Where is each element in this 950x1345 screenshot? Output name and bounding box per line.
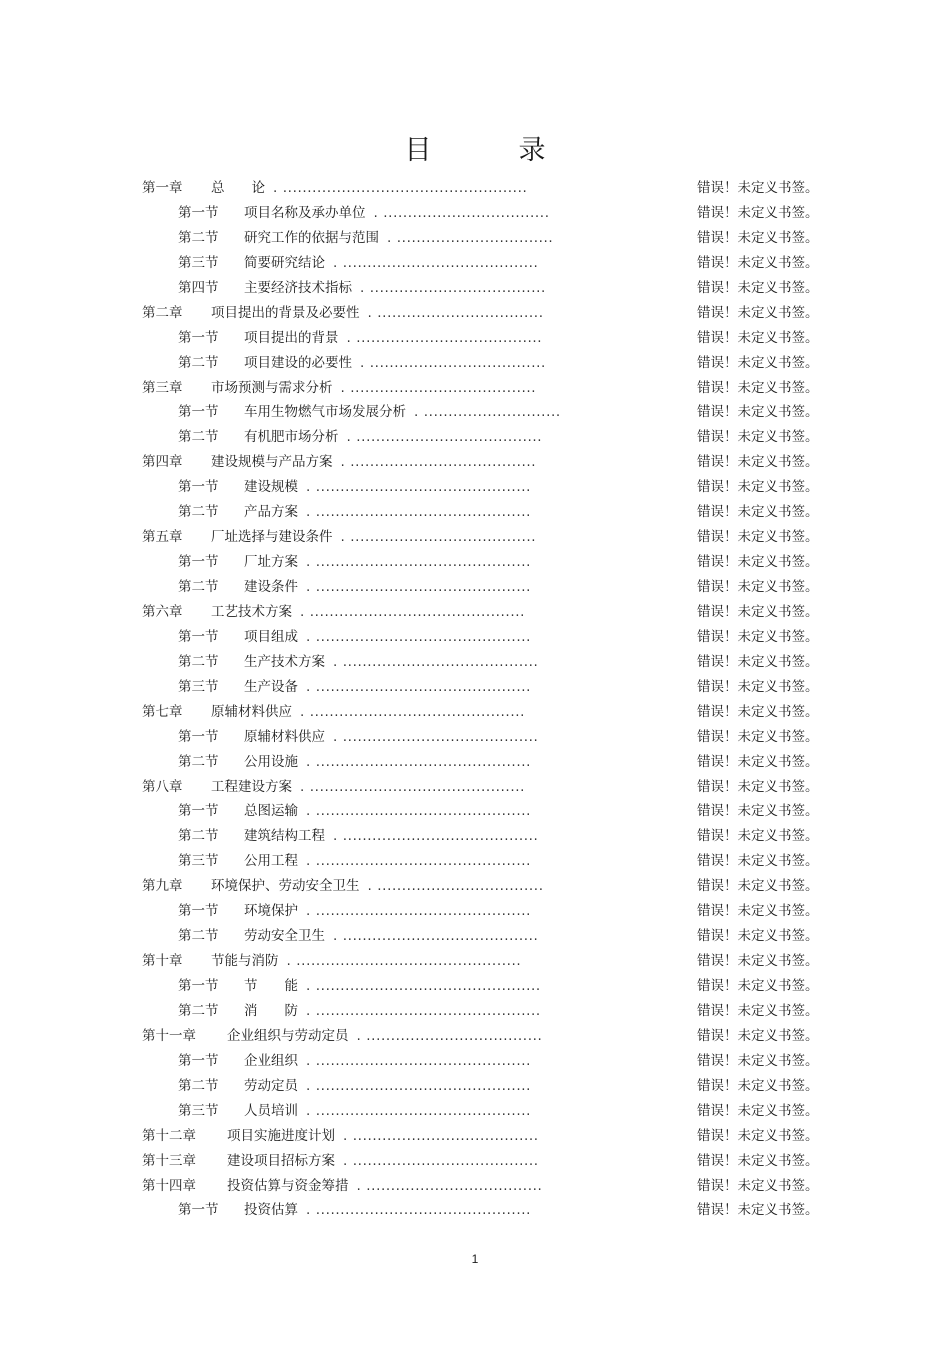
toc-entry-title: 工程建设方案 (211, 778, 292, 795)
toc-section-row[interactable] (0, 924, 950, 949)
toc-leader-dots: . ...................................... (340, 379, 537, 396)
toc-entry-title: 建筑结构工程 (244, 828, 325, 845)
toc-leader-dots: . .................................. (367, 304, 544, 321)
toc-entry-title: 投资估算 (244, 1202, 298, 1219)
toc-entry-number: 第三节 (178, 1102, 219, 1119)
toc-chapter-row[interactable] (0, 450, 950, 475)
toc-page-reference-error: 错误！未定义书签。 (697, 379, 819, 396)
toc-section-row[interactable] (0, 849, 950, 874)
toc-leader-dots: . ............................................ (306, 579, 531, 595)
toc-chapter-row[interactable] (0, 600, 950, 625)
toc-entry-title: 节 能 (244, 978, 298, 994)
toc-section-row[interactable] (0, 625, 950, 650)
toc-entry-title: 生产技术方案 (244, 653, 325, 670)
toc-entry-number: 第十一章 (142, 1027, 196, 1044)
toc-entry-number: 第一节 (178, 204, 219, 221)
toc-section-row[interactable] (0, 750, 950, 775)
toc-entry-title: 劳动安全卫生 (244, 928, 325, 945)
toc-leader-dots: . ........................................ (333, 653, 539, 670)
toc-section-row[interactable] (0, 725, 950, 750)
toc-section-row[interactable] (0, 1198, 950, 1223)
toc-leader-dots: . ............................................ (300, 778, 525, 795)
toc-page-reference-error: 错误！未定义书签。 (697, 953, 819, 970)
toc-page-reference-error: 错误！未定义书签。 (697, 1127, 819, 1144)
toc-entry-number: 第十三章 (142, 1152, 196, 1169)
toc-entry-number: 第十章 (142, 953, 183, 970)
toc-entry-number: 第一节 (178, 329, 219, 346)
toc-entry-title: 项目提出的背景及必要性 (211, 304, 360, 321)
toc-entry-title: 建设条件 (244, 579, 298, 595)
toc-entry-title: 公用工程 (244, 853, 298, 870)
toc-entry-number: 第二节 (178, 753, 219, 770)
toc-section-row[interactable] (0, 226, 950, 251)
page-title: 目 录 (404, 135, 576, 166)
toc-leader-dots: . .................................. (367, 878, 544, 895)
toc-entry-title: 总图运输 (244, 803, 298, 820)
toc-section-row[interactable] (0, 251, 950, 276)
toc-page-reference-error: 错误！未定义书签。 (697, 279, 819, 296)
toc-page-reference-error: 错误！未定义书签。 (697, 429, 819, 446)
toc-chapter-row[interactable] (0, 301, 950, 326)
toc-page-reference-error: 错误！未定义书签。 (697, 454, 819, 471)
toc-leader-dots: . ............................................ (306, 1102, 531, 1119)
toc-page-reference-error: 错误！未定义书签。 (697, 1077, 819, 1094)
toc-entry-title: 原辅材料供应 (244, 728, 325, 745)
toc-leader-dots: . ............................................ (306, 903, 531, 920)
toc-entry-title: 有机肥市场分析 (244, 429, 339, 446)
toc-leader-dots: . .............................................. (306, 1002, 541, 1019)
toc-entry-number: 第二节 (178, 1002, 219, 1019)
toc-leader-dots: . ........................................ (333, 728, 539, 745)
toc-entry-number: 第一节 (178, 1052, 219, 1069)
toc-section-row[interactable] (0, 276, 950, 301)
toc-page-reference-error: 错误！未定义书签。 (697, 229, 819, 246)
toc-entry-title: 人员培训 (244, 1102, 298, 1119)
toc-entry-number: 第二节 (178, 229, 219, 246)
toc-entry-title: 车用生物燃气市场发展分析 (244, 404, 406, 421)
toc-leader-dots: . ............................................ (306, 504, 531, 521)
toc-leader-dots: . .............................................. (306, 978, 541, 994)
toc-chapter-row[interactable] (0, 949, 950, 974)
toc-leader-dots: . ............................ (414, 404, 561, 421)
toc-leader-dots: . ............................................ (300, 603, 525, 620)
toc-page-reference-error: 错误！未定义书签。 (697, 1002, 819, 1019)
toc-entry-number: 第二节 (178, 354, 219, 371)
toc-entry-title: 厂址选择与建设条件 (211, 529, 333, 546)
toc-entry-number: 第一章 (142, 180, 183, 196)
toc-entry-title: 产品方案 (244, 504, 298, 521)
toc-page-reference-error: 错误！未定义书签。 (697, 529, 819, 546)
toc-entry-title: 项目名称及承办单位 (244, 204, 366, 221)
toc-leader-dots: . ............................................ (306, 1077, 531, 1094)
toc-entry-number: 第三节 (178, 678, 219, 695)
toc-page-reference-error: 错误！未定义书签。 (697, 1052, 819, 1069)
toc-entry-number: 第二节 (178, 928, 219, 945)
toc-entry-number: 第二节 (178, 828, 219, 845)
toc-entry-number: 第四节 (178, 279, 219, 296)
toc-section-row[interactable] (0, 326, 950, 351)
toc-leader-dots: . .................................... (360, 354, 546, 371)
toc-entry-title: 项目实施进度计划 (227, 1127, 335, 1144)
toc-leader-dots: . .................................. (373, 204, 550, 221)
toc-entry-number: 第三节 (178, 853, 219, 870)
toc-entry-title: 项目组成 (244, 628, 298, 645)
toc-entry-number: 第三章 (142, 379, 183, 396)
toc-section-row[interactable] (0, 999, 950, 1024)
toc-page-reference-error: 错误！未定义书签。 (697, 554, 819, 571)
toc-section-row[interactable] (0, 201, 950, 226)
toc-entry-title: 厂址方案 (244, 554, 298, 571)
toc-page-reference-error: 错误！未定义书签。 (697, 254, 819, 271)
toc-page-reference-error: 错误！未定义书签。 (697, 1152, 819, 1169)
toc-page-reference-error: 错误！未定义书签。 (697, 304, 819, 321)
toc-entry-title: 项目建设的必要性 (244, 354, 352, 371)
toc-entry-number: 第一节 (178, 728, 219, 745)
toc-section-row[interactable] (0, 675, 950, 700)
toc-page-reference-error: 错误！未定义书签。 (697, 603, 819, 620)
toc-entry-title: 建设规模与产品方案 (211, 454, 333, 471)
toc-leader-dots: . ............................................ (306, 628, 531, 645)
toc-section-row[interactable] (0, 650, 950, 675)
toc-entry-number: 第一节 (178, 628, 219, 645)
toc-entry-title: 主要经济技术指标 (244, 279, 352, 296)
toc-chapter-row[interactable] (0, 700, 950, 725)
toc-page-reference-error: 错误！未定义书签。 (697, 703, 819, 720)
toc-leader-dots: . ...................................... (346, 329, 543, 346)
toc-chapter-row[interactable] (0, 1024, 950, 1049)
toc-entry-title: 节能与消防 (211, 953, 279, 970)
toc-leader-dots: . ...................................... (343, 1127, 539, 1144)
toc-entry-title: 原辅材料供应 (211, 703, 292, 720)
toc-entry-title: 总 论 (211, 180, 265, 196)
toc-page-reference-error: 错误！未定义书签。 (697, 803, 819, 820)
toc-entry-number: 第一节 (178, 803, 219, 820)
toc-entry-number: 第二节 (178, 653, 219, 670)
toc-chapter-row[interactable] (0, 1174, 950, 1199)
toc-section-row[interactable] (0, 500, 950, 525)
toc-entry-number: 第三节 (178, 254, 219, 271)
toc-leader-dots: . ............................................ (306, 803, 531, 820)
toc-section-row[interactable] (0, 475, 950, 500)
toc-chapter-row[interactable] (0, 1149, 950, 1174)
toc-page-reference-error: 错误！未定义书签。 (697, 753, 819, 770)
toc-entry-number: 第十二章 (142, 1127, 196, 1144)
toc-page-reference-error: 错误！未定义书签。 (697, 1177, 819, 1194)
toc-section-row[interactable] (0, 425, 950, 450)
toc-section-row[interactable] (0, 575, 950, 600)
toc-chapter-row[interactable] (0, 376, 950, 401)
toc-entry-number: 第八章 (142, 778, 183, 795)
toc-entry-title: 企业组织 (244, 1052, 298, 1069)
toc-page-reference-error: 错误！未定义书签。 (697, 354, 819, 371)
toc-entry-number: 第一节 (178, 978, 219, 994)
toc-entry-title: 消 防 (244, 1002, 298, 1019)
toc-leader-dots: . ........................................ (333, 928, 539, 945)
toc-leader-dots: . ........................................ (333, 254, 539, 271)
toc-section-row[interactable] (0, 799, 950, 824)
toc-page-reference-error: 错误！未定义书签。 (697, 828, 819, 845)
toc-page-reference-error: 错误！未定义书签。 (697, 653, 819, 670)
toc-entry-number: 第二节 (178, 1077, 219, 1094)
toc-leader-dots: . ............................................ (306, 678, 531, 695)
toc-leader-dots: . ...................................... (346, 429, 543, 446)
toc-entry-title: 投资估算与资金筹措 (227, 1177, 349, 1194)
toc-page-reference-error: 错误！未定义书签。 (697, 778, 819, 795)
toc-chapter-row[interactable] (0, 525, 950, 550)
toc-entry-number: 第一节 (178, 404, 219, 421)
toc-leader-dots: . ............................................ (306, 1052, 531, 1069)
toc-page-reference-error: 错误！未定义书签。 (697, 504, 819, 521)
toc-chapter-row[interactable] (0, 775, 950, 800)
toc-entry-number: 第一节 (178, 554, 219, 571)
toc-entry-number: 第六章 (142, 603, 183, 620)
toc-entry-number: 第一节 (178, 1202, 219, 1219)
toc-page-reference-error: 错误！未定义书签。 (697, 1202, 819, 1219)
toc-entry-number: 第七章 (142, 703, 183, 720)
toc-leader-dots: . ...................................... (343, 1152, 539, 1169)
toc-leader-dots: . ........................................ (333, 828, 539, 845)
toc-leader-dots: . ...................................... (340, 529, 537, 546)
toc-entry-title: 项目提出的背景 (244, 329, 339, 346)
toc-leader-dots: . ............................................ (306, 554, 531, 571)
toc-entry-title: 企业组织与劳动定员 (227, 1027, 349, 1044)
toc-entry-title: 公用设施 (244, 753, 298, 770)
toc-leader-dots: . .................................... (356, 1027, 543, 1044)
toc-entry-number: 第十四章 (142, 1177, 196, 1194)
toc-page-reference-error: 错误！未定义书签。 (697, 479, 819, 496)
toc-leader-dots: . ............................................ (306, 1202, 531, 1219)
toc-leader-dots: . .................................... (360, 279, 546, 296)
toc-leader-dots: . ............................................ (306, 479, 531, 496)
toc-leader-dots: . .................................................. (273, 180, 528, 196)
toc-leader-dots: . ............................................ (306, 853, 531, 870)
toc-entry-number: 第二章 (142, 304, 183, 321)
toc-section-row[interactable] (0, 351, 950, 376)
toc-entry-title: 劳动定员 (244, 1077, 298, 1094)
toc-page-reference-error: 错误！未定义书签。 (697, 928, 819, 945)
toc-entry-number: 第五章 (142, 529, 183, 546)
toc-page-reference-error: 错误！未定义书签。 (697, 404, 819, 421)
toc-page-reference-error: 错误！未定义书签。 (697, 853, 819, 870)
toc-entry-title: 环境保护、劳动安全卫生 (211, 878, 360, 895)
toc-section-row[interactable] (0, 1049, 950, 1074)
toc-entry-number: 第二节 (178, 429, 219, 446)
toc-section-row[interactable] (0, 400, 950, 425)
toc-page-reference-error: 错误！未定义书签。 (697, 678, 819, 695)
toc-section-row[interactable] (0, 550, 950, 575)
toc-leader-dots: . ............................................ (306, 753, 531, 770)
toc-leader-dots: . ................................ (387, 229, 554, 246)
toc-entry-number: 第二节 (178, 579, 219, 595)
toc-leader-dots: . ............................................ (300, 703, 525, 720)
toc-entry-number: 第一节 (178, 479, 219, 496)
toc-page-reference-error: 错误！未定义书签。 (697, 204, 819, 221)
table-of-contents (0, 176, 950, 1223)
toc-entry-number: 第二节 (178, 504, 219, 521)
toc-leader-dots: . .............................................. (286, 953, 522, 970)
toc-entry-title: 建设项目招标方案 (227, 1152, 335, 1169)
toc-page-reference-error: 错误！未定义书签。 (697, 1102, 819, 1119)
toc-page-reference-error: 错误！未定义书签。 (697, 180, 819, 196)
toc-page-reference-error: 错误！未定义书签。 (697, 1027, 819, 1044)
toc-section-row[interactable] (0, 1074, 950, 1099)
toc-section-row[interactable] (0, 899, 950, 924)
toc-entry-title: 研究工作的依据与范围 (244, 229, 379, 246)
toc-page-reference-error: 错误！未定义书签。 (697, 878, 819, 895)
toc-entry-title: 建设规模 (244, 479, 298, 496)
toc-chapter-row[interactable] (0, 176, 950, 201)
toc-section-row[interactable] (0, 824, 950, 849)
toc-page-reference-error: 错误！未定义书签。 (697, 978, 819, 994)
toc-chapter-row[interactable] (0, 1124, 950, 1149)
toc-entry-title: 市场预测与需求分析 (211, 379, 333, 396)
toc-entry-number: 第九章 (142, 878, 183, 895)
toc-page-reference-error: 错误！未定义书签。 (697, 329, 819, 346)
toc-section-row[interactable] (0, 974, 950, 999)
toc-entry-title: 生产设备 (244, 678, 298, 695)
page-number: 1 (471, 1252, 479, 1266)
toc-entry-title: 工艺技术方案 (211, 603, 292, 620)
toc-page-reference-error: 错误！未定义书签。 (697, 903, 819, 920)
toc-section-row[interactable] (0, 1099, 950, 1124)
toc-entry-title: 简要研究结论 (244, 254, 325, 271)
toc-page-reference-error: 错误！未定义书签。 (697, 628, 819, 645)
toc-leader-dots: . .................................... (356, 1177, 543, 1194)
toc-chapter-row[interactable] (0, 874, 950, 899)
toc-entry-number: 第四章 (142, 454, 183, 471)
toc-entry-title: 环境保护 (244, 903, 298, 920)
toc-entry-number: 第一节 (178, 903, 219, 920)
toc-page-reference-error: 错误！未定义书签。 (697, 579, 819, 595)
toc-page-reference-error: 错误！未定义书签。 (697, 728, 819, 745)
toc-leader-dots: . ...................................... (340, 454, 537, 471)
